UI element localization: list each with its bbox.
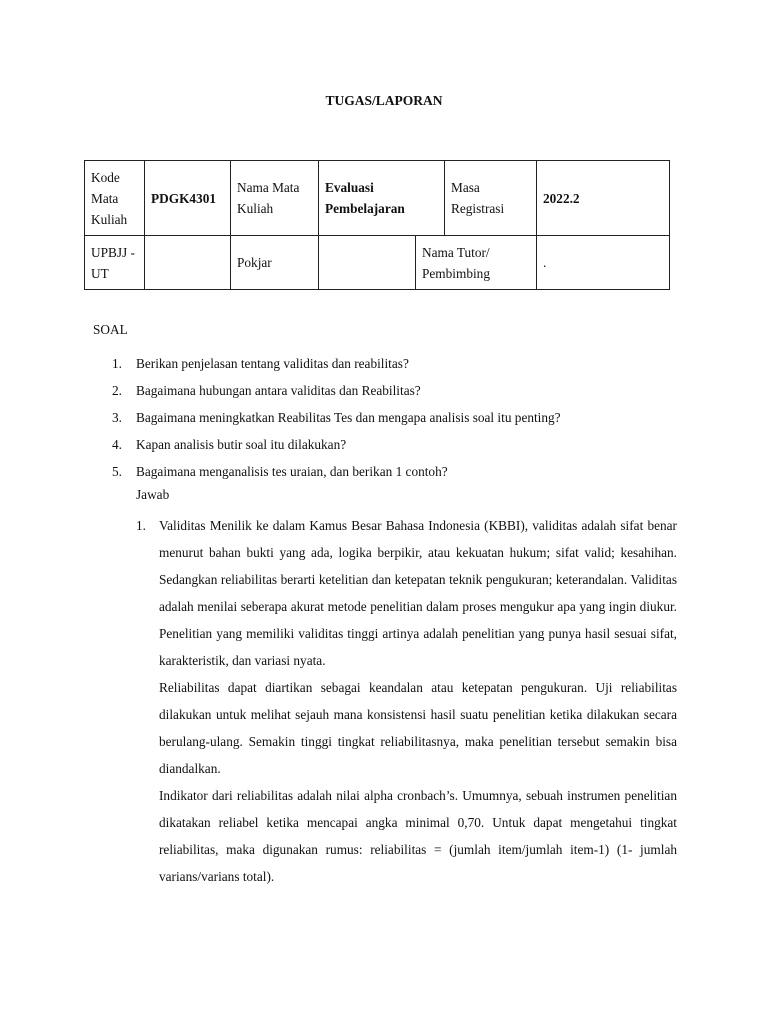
jawab-heading: Jawab [136, 487, 170, 502]
kode-mata-kuliah-value: PDGK4301 [145, 161, 231, 236]
question-text: Berikan penjelasan tentang validitas dan reabilitas? [136, 356, 409, 371]
question-item [112, 431, 712, 458]
nama-mata-kuliah-value: Evaluasi Pembelajaran [319, 161, 445, 236]
question-number: 1. [112, 356, 122, 371]
nama-mata-kuliah-label: Nama Mata Kuliah [231, 161, 319, 236]
upbjj-value [145, 236, 231, 290]
soal-heading: SOAL [93, 322, 128, 337]
answer-paragraph-reliabilitas: Reliabilitas dapat diartikan sebagai keandalan atau ketepatan pengukuran. Uji reliabilitas dilakukan untuk melihat sejauh mana konsistensi hasil suatu penelitian ketika dilakukan secara berulang-ulang. Semakin tinggi tingkat reliabilitasnya, maka penelitian tersebut semakin bisa diandalkan. [159, 680, 677, 776]
nama-tutor-value: . [537, 236, 670, 290]
answer-paragraph-indikator: Indikator dari reliabilitas adalah nilai alpha cronbach’s. Umumnya, sebuah instrumen penelitian dikatakan reliabel ketika mencapai angka minimal 0,70. Untuk dapat mengetahui tingkat reliabilitas, maka digunakan rumus: reliabilitas = (jumlah item/jumlah item-1) (1- jumlah varians/varians total). [159, 788, 677, 884]
masa-registrasi-value: 2022.2 [537, 161, 670, 236]
kode-mata-kuliah-label: Kode Mata Kuliah [85, 161, 145, 236]
course-info-table [84, 160, 670, 290]
question-number: 4. [112, 437, 122, 452]
answer-paragraph-validitas: Validitas Menilik ke dalam Kamus Besar Bahasa Indonesia (KBBI), validitas adalah sifat benar menurut bahan bukti yang ada, logika berpikir, atau kekuatan hukum; sifat valid; kesahihan. Sedangkan reliabilitas berarti ketelitian dan ketepatan teknik pengukuran; keterandalan. Validitas adalah menilai seberapa akurat metode penelitian dalam proses mengukur apa yang ingin diukur. Penelitian yang memiliki validitas tinggi artinya adalah penelitian yang punya hasil sesuai sifat, karakteristik, dan variasi nyata. [159, 518, 677, 668]
question-item [112, 350, 712, 377]
question-number: 3. [112, 410, 122, 425]
question-item [112, 458, 712, 485]
question-text: Kapan analisis butir soal itu dilakukan? [136, 437, 347, 452]
question-list [112, 350, 712, 485]
question-number: 2. [112, 383, 122, 398]
answer-section [136, 512, 677, 890]
pokjar-label: Pokjar [231, 236, 319, 290]
document-title: TUGAS/LAPORAN [325, 93, 443, 108]
pokjar-value [319, 236, 416, 290]
answer-number: 1. [136, 518, 146, 533]
question-text: Bagaimana menganalisis tes uraian, dan berikan 1 contoh? [136, 464, 448, 479]
upbjj-label: UPBJJ -UT [85, 236, 145, 290]
question-item [112, 377, 712, 404]
nama-tutor-label: Nama Tutor/ Pembimbing [416, 236, 537, 290]
question-item [112, 404, 712, 431]
question-text: Bagaimana hubungan antara validitas dan Reabilitas? [136, 383, 421, 398]
masa-registrasi-label: Masa Registrasi [445, 161, 537, 236]
question-number: 5. [112, 464, 122, 479]
question-text: Bagaimana meningkatkan Reabilitas Tes dan mengapa analisis soal itu penting? [136, 410, 561, 425]
